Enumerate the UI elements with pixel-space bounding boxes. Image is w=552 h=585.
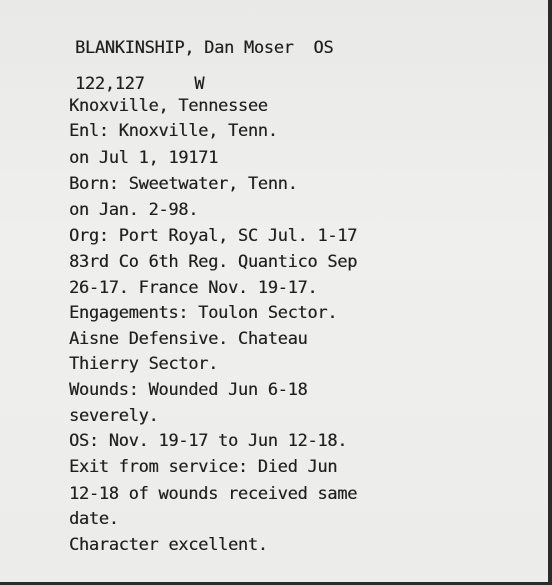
record-line: 26-17. France Nov. 19-17. <box>69 278 318 298</box>
record-line: 83rd Co 6th Reg. Quantico Sep <box>69 252 358 272</box>
record-line: 12-18 of wounds received same <box>69 484 358 504</box>
record-line: Thierry Sector. <box>69 354 219 374</box>
record-name-line: BLANKINSHIP, Dan Moser OS <box>75 38 334 58</box>
record-line: Wounds: Wounded Jun 6-18 <box>69 380 308 400</box>
record-line: on Jan. 2-98. <box>69 200 199 220</box>
record-line: severely. <box>69 406 159 426</box>
record-line: OS: Nov. 19-17 to Jun 12-18. <box>69 431 348 451</box>
record-line: 122,127 W <box>75 74 205 94</box>
record-line: Engagements: Toulon Sector. <box>69 303 338 323</box>
record-line: Aisne Defensive. Chateau <box>69 329 308 349</box>
record-line: date. <box>69 509 119 529</box>
record-line: on Jul 1, 19171 <box>69 148 219 168</box>
record-line: Org: Port Royal, SC Jul. 1-17 <box>69 226 358 246</box>
record-line: Knoxville, Tennessee <box>69 96 268 116</box>
record-line: Enl: Knoxville, Tenn. <box>69 121 278 141</box>
record-line: Character excellent. <box>69 535 268 555</box>
record-line: Exit from service: Died Jun <box>69 457 338 477</box>
record-line: Born: Sweetwater, Tenn. <box>69 174 298 194</box>
